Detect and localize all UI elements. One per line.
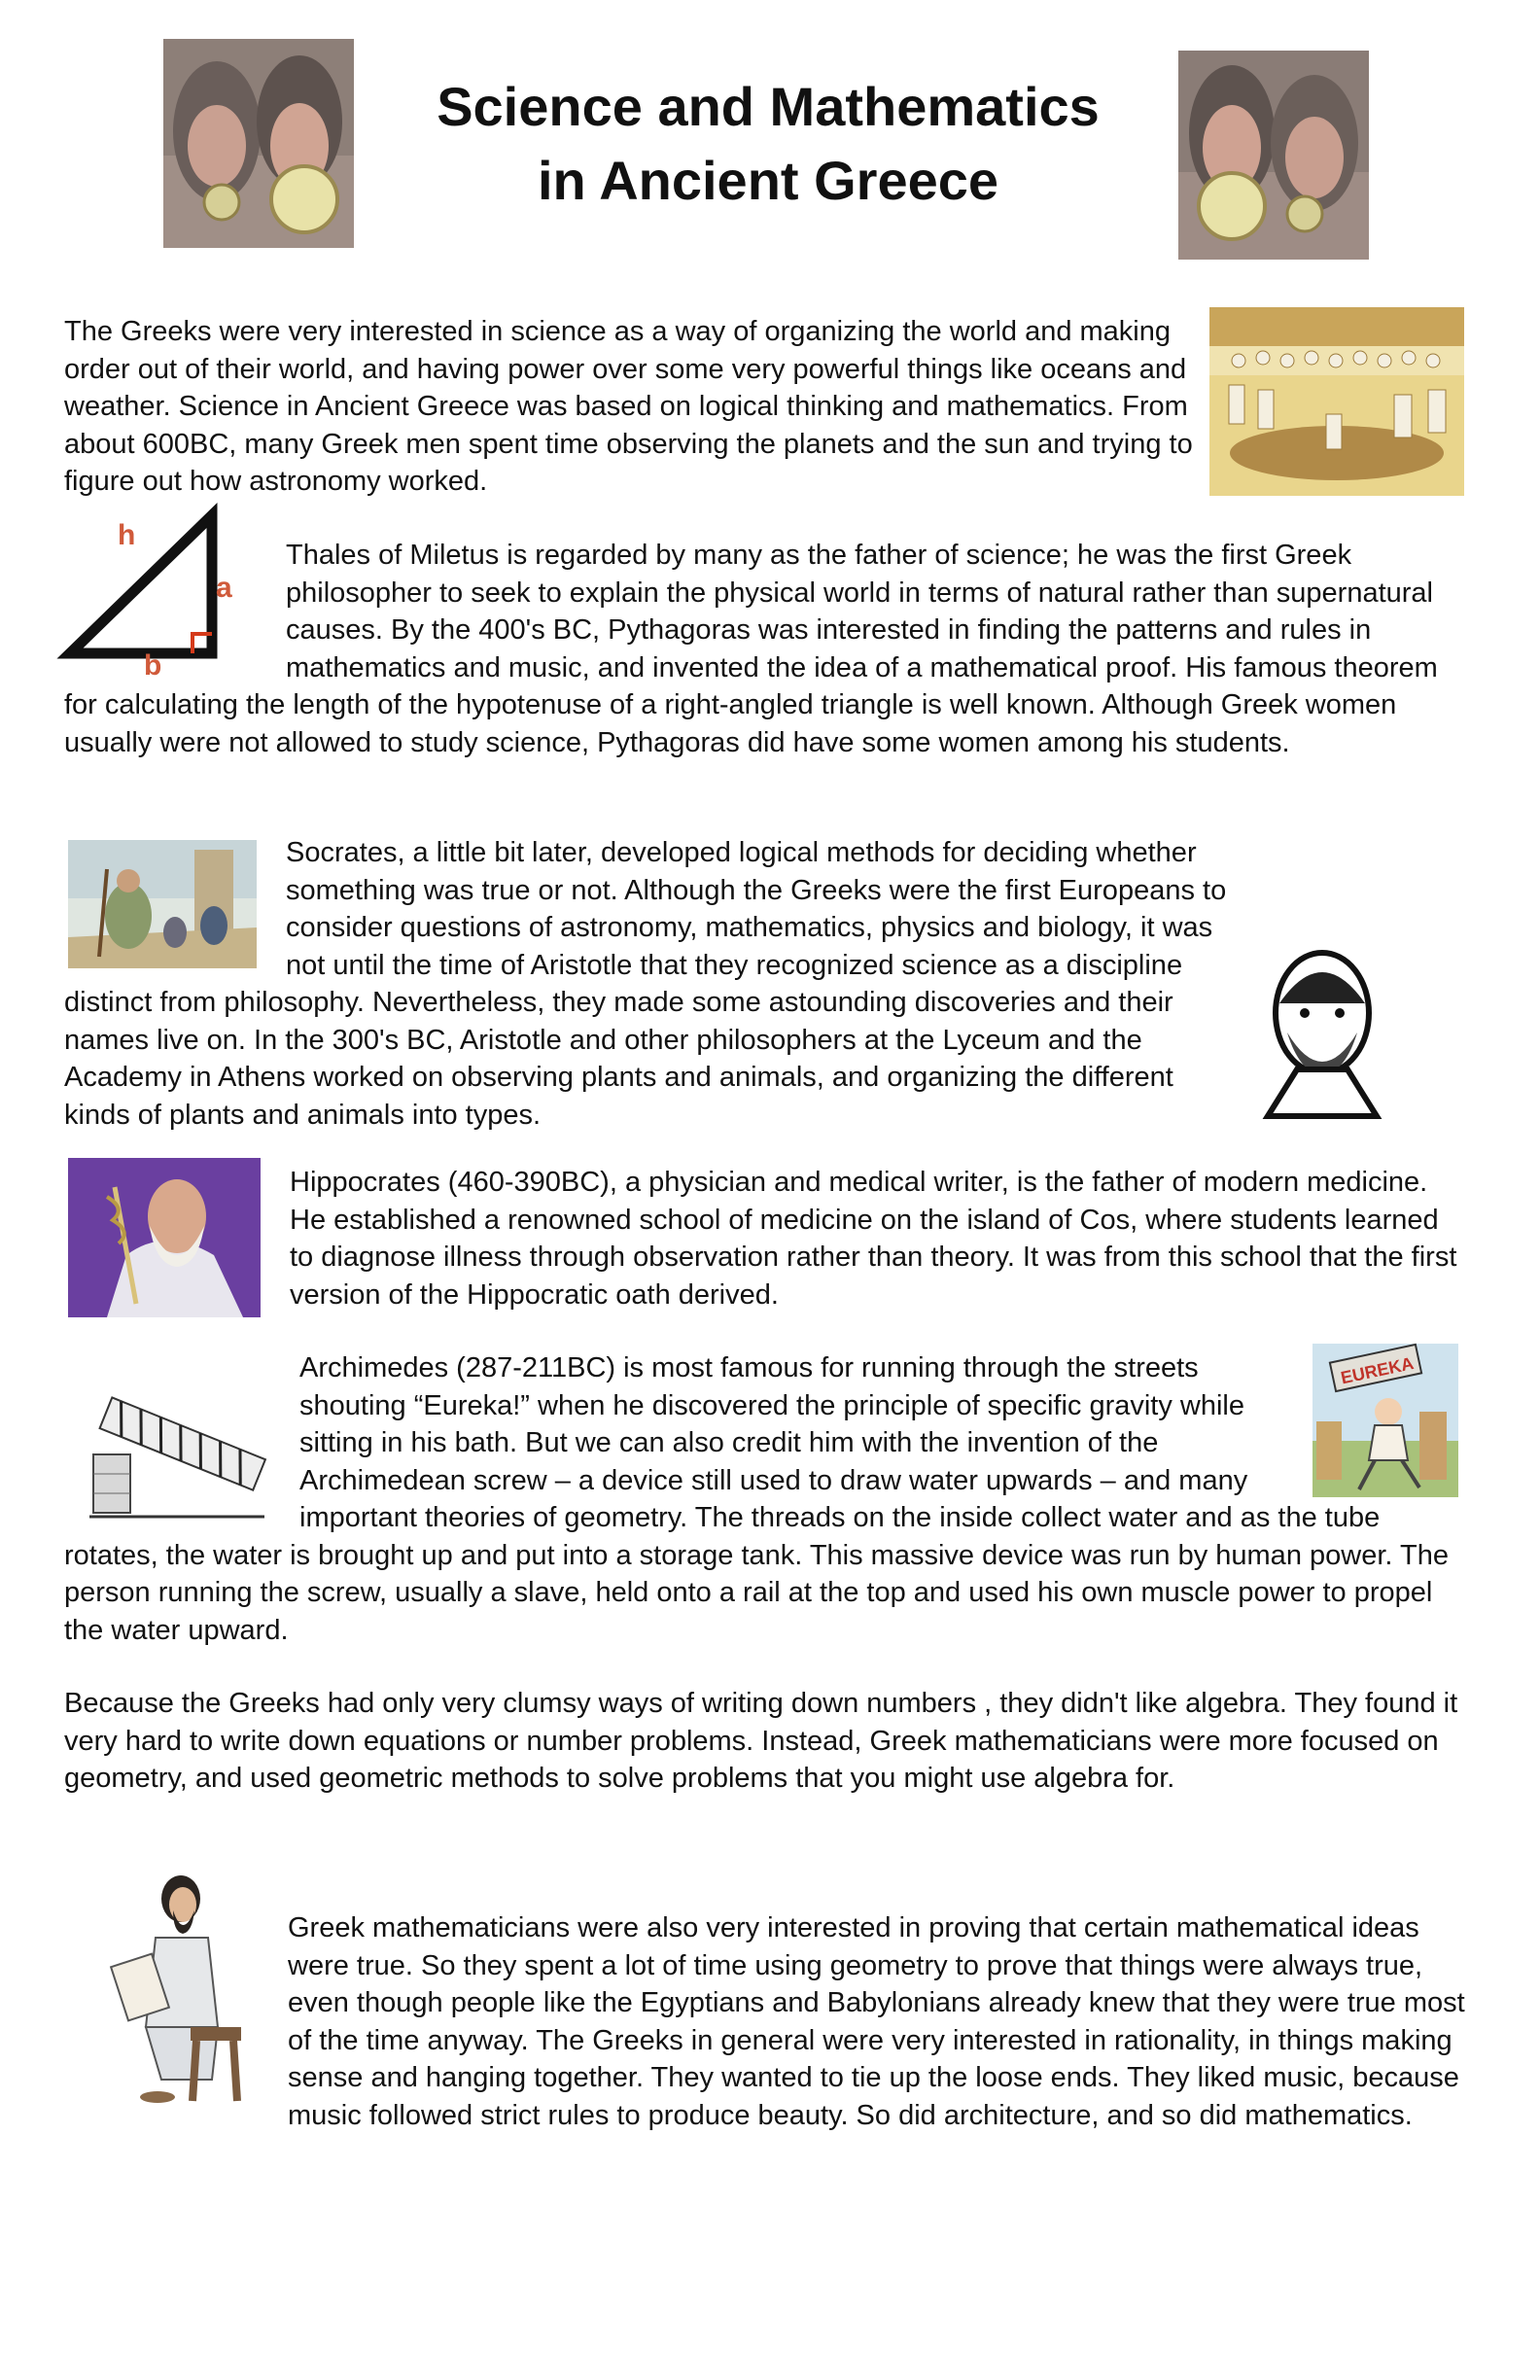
page-title (369, 70, 1167, 218)
eureka-illustration (1312, 1344, 1458, 1497)
archimedes-section (64, 1349, 1464, 1649)
algebra-paragraph: Because the Greeks had only very clumsy ways of writing down numbers , they didn't like algebra. They found it very hard to write down equations or number problems. Instead, Greek mathematicians were more focused on geometry, and used geometric methods to solve problems that you might use algebra for. (64, 1688, 1458, 1794)
greek-scholar-figure (103, 1872, 245, 2109)
eureka-sign-text: EUREKA (1339, 1353, 1416, 1388)
hippocrates-paragraph: Hippocrates (460-390BC), a physician and medical writer, is the father of modern medicine. He established a renowned school of medicine on the island of Cos, where students learned to diagnose illness through observation rather than theory. It was from this school that the first version of the Hippocratic oath derived. (290, 1167, 1457, 1311)
archimedes-paragraph: Archimedes (287-211BC) is most famous for running through the streets shouting “Eureka!” when he discovered the principle of specific gravity while sitting in his bath. But we can also credit him with the invention of the Archimedean screw – a device still used to draw water upwards – and many important theories of geometry. The threads on the inside collect water and as the tube rotates, the water is brought up and put into a storage tank. This massive device was run by human power. The person running the screw, usually a slave, held onto a rail at the top and used his own muscle power to propel the water upward. (64, 1352, 1449, 1646)
title-line-2: in Ancient Greece (537, 150, 999, 211)
triangle-label-b: b (144, 649, 162, 682)
header-photo-right (1178, 51, 1369, 260)
intro-paragraph: The Greeks were very interested in science as a way of organizing the world and making order out of their world, and having power over some very powerful things like oceans and weather. Science in Ancient Greece was based on logical thinking and mathematics. From about 600BC, many Greek men spent time observing the planets and the sun and trying to figure out how astronomy worked. (64, 316, 1193, 497)
archimedean-screw-drawing (80, 1386, 270, 1522)
proving-paragraph: Greek mathematicians were also very interested in proving that certain mathematical ideas were true. So they spent a lot of time using geometry to prove that things were always true, even though people like the Egyptians and Babylonians already knew that they were true most of the time anyway. The Greeks in general were very interested in rationality, in things making sense and hanging together. They wanted to tie up the loose ends. They liked music, because music followed strict rules to produce beauty. So did architecture, and so did mathematics. (288, 1912, 1465, 2131)
thales-paragraph: Thales of Miletus is regarded by many as the father of science; he was the first Greek philosopher to seek to explain the physical world in terms of natural rather than supernatural causes. By the 400's BC, Pythagoras was interested in finding the patterns and rules in mathematics and music, and invented the idea of a mathematical proof. His famous theorem for calculating the length of the hypotenuse of a right-angled triangle is well known. Although Greek women usually were not allowed to study science, Pythagoras did have some women among his students. (64, 540, 1438, 758)
assembly-illustration (1209, 307, 1464, 496)
aristotle-bust (1258, 945, 1386, 1118)
hippocrates-portrait (68, 1158, 261, 1317)
socrates-sketch (68, 840, 257, 968)
hippocrates-section (64, 1164, 1464, 1317)
header-photo-left (163, 39, 354, 248)
proving-section (288, 1909, 1468, 2134)
triangle-label-h: h (118, 519, 136, 551)
thales-section (64, 519, 1464, 761)
title-line-1: Science and Mathematics (437, 76, 1100, 137)
triangle-diagram (64, 508, 232, 682)
triangle-label-a: a (216, 572, 232, 604)
intro-section (64, 313, 1464, 504)
socrates-paragraph: Socrates, a little bit later, developed logical methods for deciding whether something was true or not. Although the Greeks were the first Europeans to consider questions of astronomy, mathematics, physics and biology, it was not until the time of Aristotle that they recognized science as a discipline distinct from philosophy. Nevertheless, they made some astounding discoveries and their names live on. In the 300's BC, Aristotle and other philosophers at the Lyceum and the Academy in Athens worked on observing plants and animals, and organizing the different kinds of plants and animals into types. (64, 837, 1227, 1131)
socrates-section (64, 834, 1464, 1134)
